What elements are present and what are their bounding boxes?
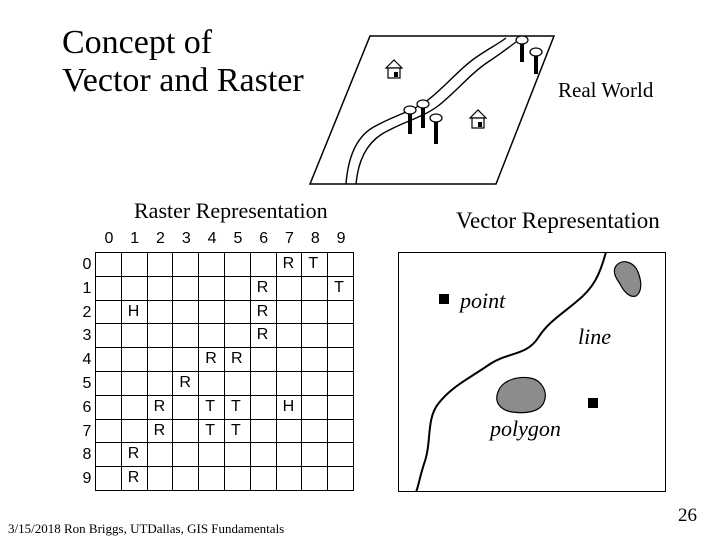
real-world-label: Real World xyxy=(558,78,654,102)
raster-cell xyxy=(225,443,251,467)
raster-row-label: 3 xyxy=(82,327,92,345)
raster-cell xyxy=(277,467,303,491)
vector-representation-label: Vector Representation xyxy=(456,208,660,233)
raster-cell xyxy=(148,467,174,491)
vector-polygon-label: polygon xyxy=(490,416,561,441)
raster-cell xyxy=(302,467,328,491)
raster-column-label: 5 xyxy=(233,230,243,247)
raster-cell xyxy=(302,420,328,444)
raster-cell xyxy=(96,420,122,444)
raster-cell: R xyxy=(122,467,148,491)
raster-cell: R xyxy=(199,348,225,372)
raster-cell xyxy=(277,324,303,348)
vector-point-label: point xyxy=(460,288,506,313)
raster-cell xyxy=(96,277,122,301)
raster-cell xyxy=(302,348,328,372)
raster-cell xyxy=(251,467,277,491)
raster-column-label: 6 xyxy=(259,230,269,247)
raster-cell xyxy=(225,372,251,396)
raster-cell xyxy=(199,372,225,396)
title-line-2: Vector and Raster xyxy=(62,62,304,99)
raster-cell xyxy=(173,253,199,277)
raster-cell xyxy=(277,277,303,301)
raster-cell xyxy=(225,277,251,301)
raster-cell xyxy=(251,420,277,444)
raster-cell xyxy=(302,277,328,301)
raster-cell: H xyxy=(277,396,303,420)
raster-cell: R xyxy=(148,396,174,420)
tree-icon xyxy=(430,114,442,144)
raster-cell xyxy=(148,253,174,277)
raster-row-label: 6 xyxy=(82,398,92,416)
house-icon xyxy=(386,60,402,78)
raster-cell xyxy=(251,443,277,467)
raster-grid xyxy=(95,252,354,491)
raster-cell: R xyxy=(251,301,277,325)
raster-cell xyxy=(302,443,328,467)
raster-cell: R xyxy=(173,372,199,396)
vector-point-marker xyxy=(439,294,449,304)
real-world-illustration xyxy=(300,30,560,190)
vector-line xyxy=(416,252,606,492)
raster-cell xyxy=(225,253,251,277)
raster-cell xyxy=(199,467,225,491)
raster-cell xyxy=(122,396,148,420)
raster-cell xyxy=(148,277,174,301)
raster-cell xyxy=(96,348,122,372)
raster-cell xyxy=(251,372,277,396)
raster-row-label: 5 xyxy=(82,375,92,392)
raster-column-label: 4 xyxy=(207,230,217,247)
vector-polygon-large xyxy=(497,378,545,413)
raster-cell xyxy=(302,301,328,325)
raster-cell xyxy=(199,324,225,348)
raster-cell xyxy=(199,301,225,325)
raster-cell: R xyxy=(122,443,148,467)
raster-cell xyxy=(96,253,122,277)
raster-cell xyxy=(96,467,122,491)
raster-cell xyxy=(96,301,122,325)
raster-cell xyxy=(302,396,328,420)
raster-cell xyxy=(122,420,148,444)
raster-cell xyxy=(328,301,354,325)
raster-cell xyxy=(173,324,199,348)
raster-column-label: 3 xyxy=(181,230,191,247)
raster-cell xyxy=(173,301,199,325)
raster-cell xyxy=(173,348,199,372)
raster-cell xyxy=(251,253,277,277)
raster-cell xyxy=(277,348,303,372)
page-number: 26 xyxy=(678,505,697,526)
tree-icon xyxy=(417,100,429,128)
raster-cell: T xyxy=(225,396,251,420)
raster-cell xyxy=(277,420,303,444)
raster-representation-label: Raster Representation xyxy=(134,198,328,223)
raster-cell xyxy=(173,443,199,467)
raster-cell xyxy=(251,348,277,372)
vector-point-marker xyxy=(588,398,598,408)
raster-cell: T xyxy=(199,396,225,420)
raster-cell xyxy=(199,277,225,301)
raster-cell xyxy=(148,348,174,372)
tree-icon xyxy=(516,36,528,62)
raster-cell xyxy=(199,253,225,277)
raster-cell: R xyxy=(251,277,277,301)
raster-cell xyxy=(148,443,174,467)
raster-cell xyxy=(328,324,354,348)
raster-cell xyxy=(173,467,199,491)
raster-cell xyxy=(225,467,251,491)
raster-cell xyxy=(148,324,174,348)
raster-cell xyxy=(328,253,354,277)
raster-cell: R xyxy=(251,324,277,348)
river-bank-right xyxy=(356,42,516,184)
raster-cell: R xyxy=(225,348,251,372)
raster-cell: T xyxy=(302,253,328,277)
raster-cell xyxy=(96,372,122,396)
footer-credit: 3/15/2018 Ron Briggs, UTDallas, GIS Fundamentals xyxy=(8,521,285,536)
title-line-1: Concept of xyxy=(62,24,213,61)
raster-column-label: 7 xyxy=(285,230,294,247)
vector-illustration xyxy=(398,252,666,492)
slide-title xyxy=(62,24,304,100)
raster-cell xyxy=(173,420,199,444)
raster-cell xyxy=(328,396,354,420)
raster-cell xyxy=(277,443,303,467)
raster-cell: H xyxy=(122,301,148,325)
raster-cell xyxy=(122,348,148,372)
raster-cell xyxy=(148,372,174,396)
raster-cell xyxy=(122,277,148,301)
vector-polygon-small xyxy=(614,262,640,297)
raster-cell xyxy=(277,301,303,325)
raster-cell xyxy=(96,443,122,467)
raster-column-label: 9 xyxy=(336,230,346,247)
raster-row-label: 9 xyxy=(82,470,92,488)
raster-cell xyxy=(251,396,277,420)
raster-cell xyxy=(302,372,328,396)
raster-cell xyxy=(199,443,225,467)
tree-icon xyxy=(404,106,416,134)
raster-cell xyxy=(328,348,354,372)
raster-cell xyxy=(122,324,148,348)
raster-cell xyxy=(148,301,174,325)
raster-column-label: 8 xyxy=(310,230,320,247)
raster-row-label: 0 xyxy=(82,256,92,273)
raster-cell xyxy=(173,396,199,420)
raster-cell xyxy=(302,324,328,348)
raster-cell xyxy=(96,324,122,348)
raster-cell xyxy=(328,372,354,396)
vector-line-label: line xyxy=(578,324,611,349)
raster-cell xyxy=(122,253,148,277)
raster-cell: T xyxy=(328,277,354,301)
raster-cell xyxy=(173,277,199,301)
raster-column-label: 2 xyxy=(156,230,165,247)
raster-column-label: 1 xyxy=(130,230,140,247)
raster-cell xyxy=(328,467,354,491)
raster-row-label: 1 xyxy=(82,279,92,297)
raster-cell xyxy=(225,324,251,348)
raster-cell: R xyxy=(277,253,303,277)
raster-cell xyxy=(328,420,354,444)
raster-cell: R xyxy=(148,420,174,444)
raster-cell xyxy=(122,372,148,396)
house-icon xyxy=(470,110,486,128)
raster-cell xyxy=(328,443,354,467)
raster-row-label: 4 xyxy=(82,351,92,369)
raster-row-label: 2 xyxy=(82,303,92,321)
raster-cell xyxy=(277,372,303,396)
raster-cell: T xyxy=(199,420,225,444)
raster-row-label: 7 xyxy=(82,422,92,440)
raster-cell: T xyxy=(225,420,251,444)
raster-column-label: 0 xyxy=(104,230,114,247)
raster-cell xyxy=(225,301,251,325)
raster-cell xyxy=(96,396,122,420)
river-bank-left xyxy=(346,38,506,184)
raster-row-label: 8 xyxy=(82,446,92,464)
